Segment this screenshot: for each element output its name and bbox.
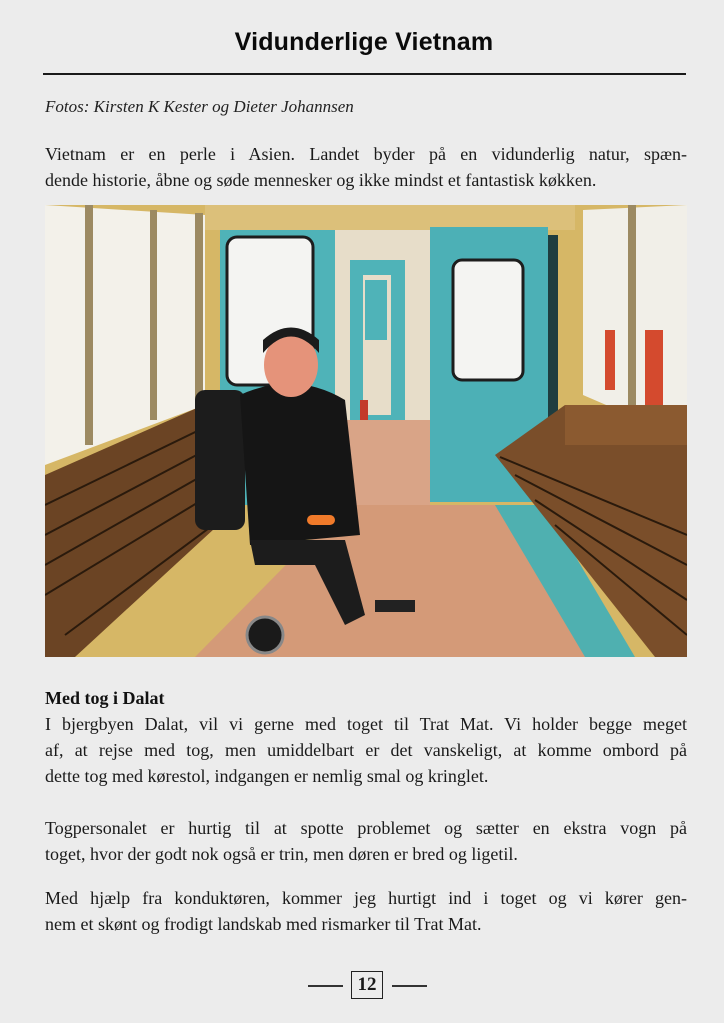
intro-paragraph xyxy=(45,141,687,193)
photo-credits: Fotos: Kirsten K Kester og Dieter Johannsen xyxy=(45,97,354,116)
title-rule xyxy=(43,73,686,75)
paragraph-line: Togpersonalet er hurtig til at spotte problemet og sætter en ekstra vogn på xyxy=(45,818,687,838)
body-paragraph xyxy=(45,885,687,937)
body-paragraph xyxy=(45,815,687,867)
footer-dash xyxy=(308,985,343,987)
footer-dash xyxy=(392,985,427,987)
paragraph-line: dette tog med kørestol, indgangen er nemlig smal og kringlet. xyxy=(45,766,489,786)
paragraph-line: Med hjælp fra konduktøren, kommer jeg hurtigt ind i toget og vi kører gen- xyxy=(45,888,687,908)
paragraph-line: af, at rejse med tog, men umiddelbart er det vanskeligt, at komme ombord på xyxy=(45,740,687,760)
page-number: 12 xyxy=(351,971,383,999)
intro-line: Vietnam er en perle i Asien. Landet byder på en vidunderlig natur, spæn- xyxy=(45,144,687,164)
train-interior-photo xyxy=(45,205,687,657)
intro-line: dende historie, åbne og søde mennesker og ikke mindst et fantastisk køkken. xyxy=(45,170,597,190)
paragraph-line: toget, hvor der godt nok også er trin, men døren er bred og ligetil. xyxy=(45,844,518,864)
page-title: Vidunderlige Vietnam xyxy=(234,28,494,56)
page-number-footer xyxy=(308,970,428,1000)
paragraph-line: I bjergbyen Dalat, vil vi gerne med toget til Trat Mat. Vi holder begge meget xyxy=(45,714,687,734)
body-paragraph xyxy=(45,711,687,789)
section-heading: Med tog i Dalat xyxy=(45,688,165,708)
paragraph-line: nem et skønt og frodigt landskab med rismarker til Trat Mat. xyxy=(45,914,482,934)
